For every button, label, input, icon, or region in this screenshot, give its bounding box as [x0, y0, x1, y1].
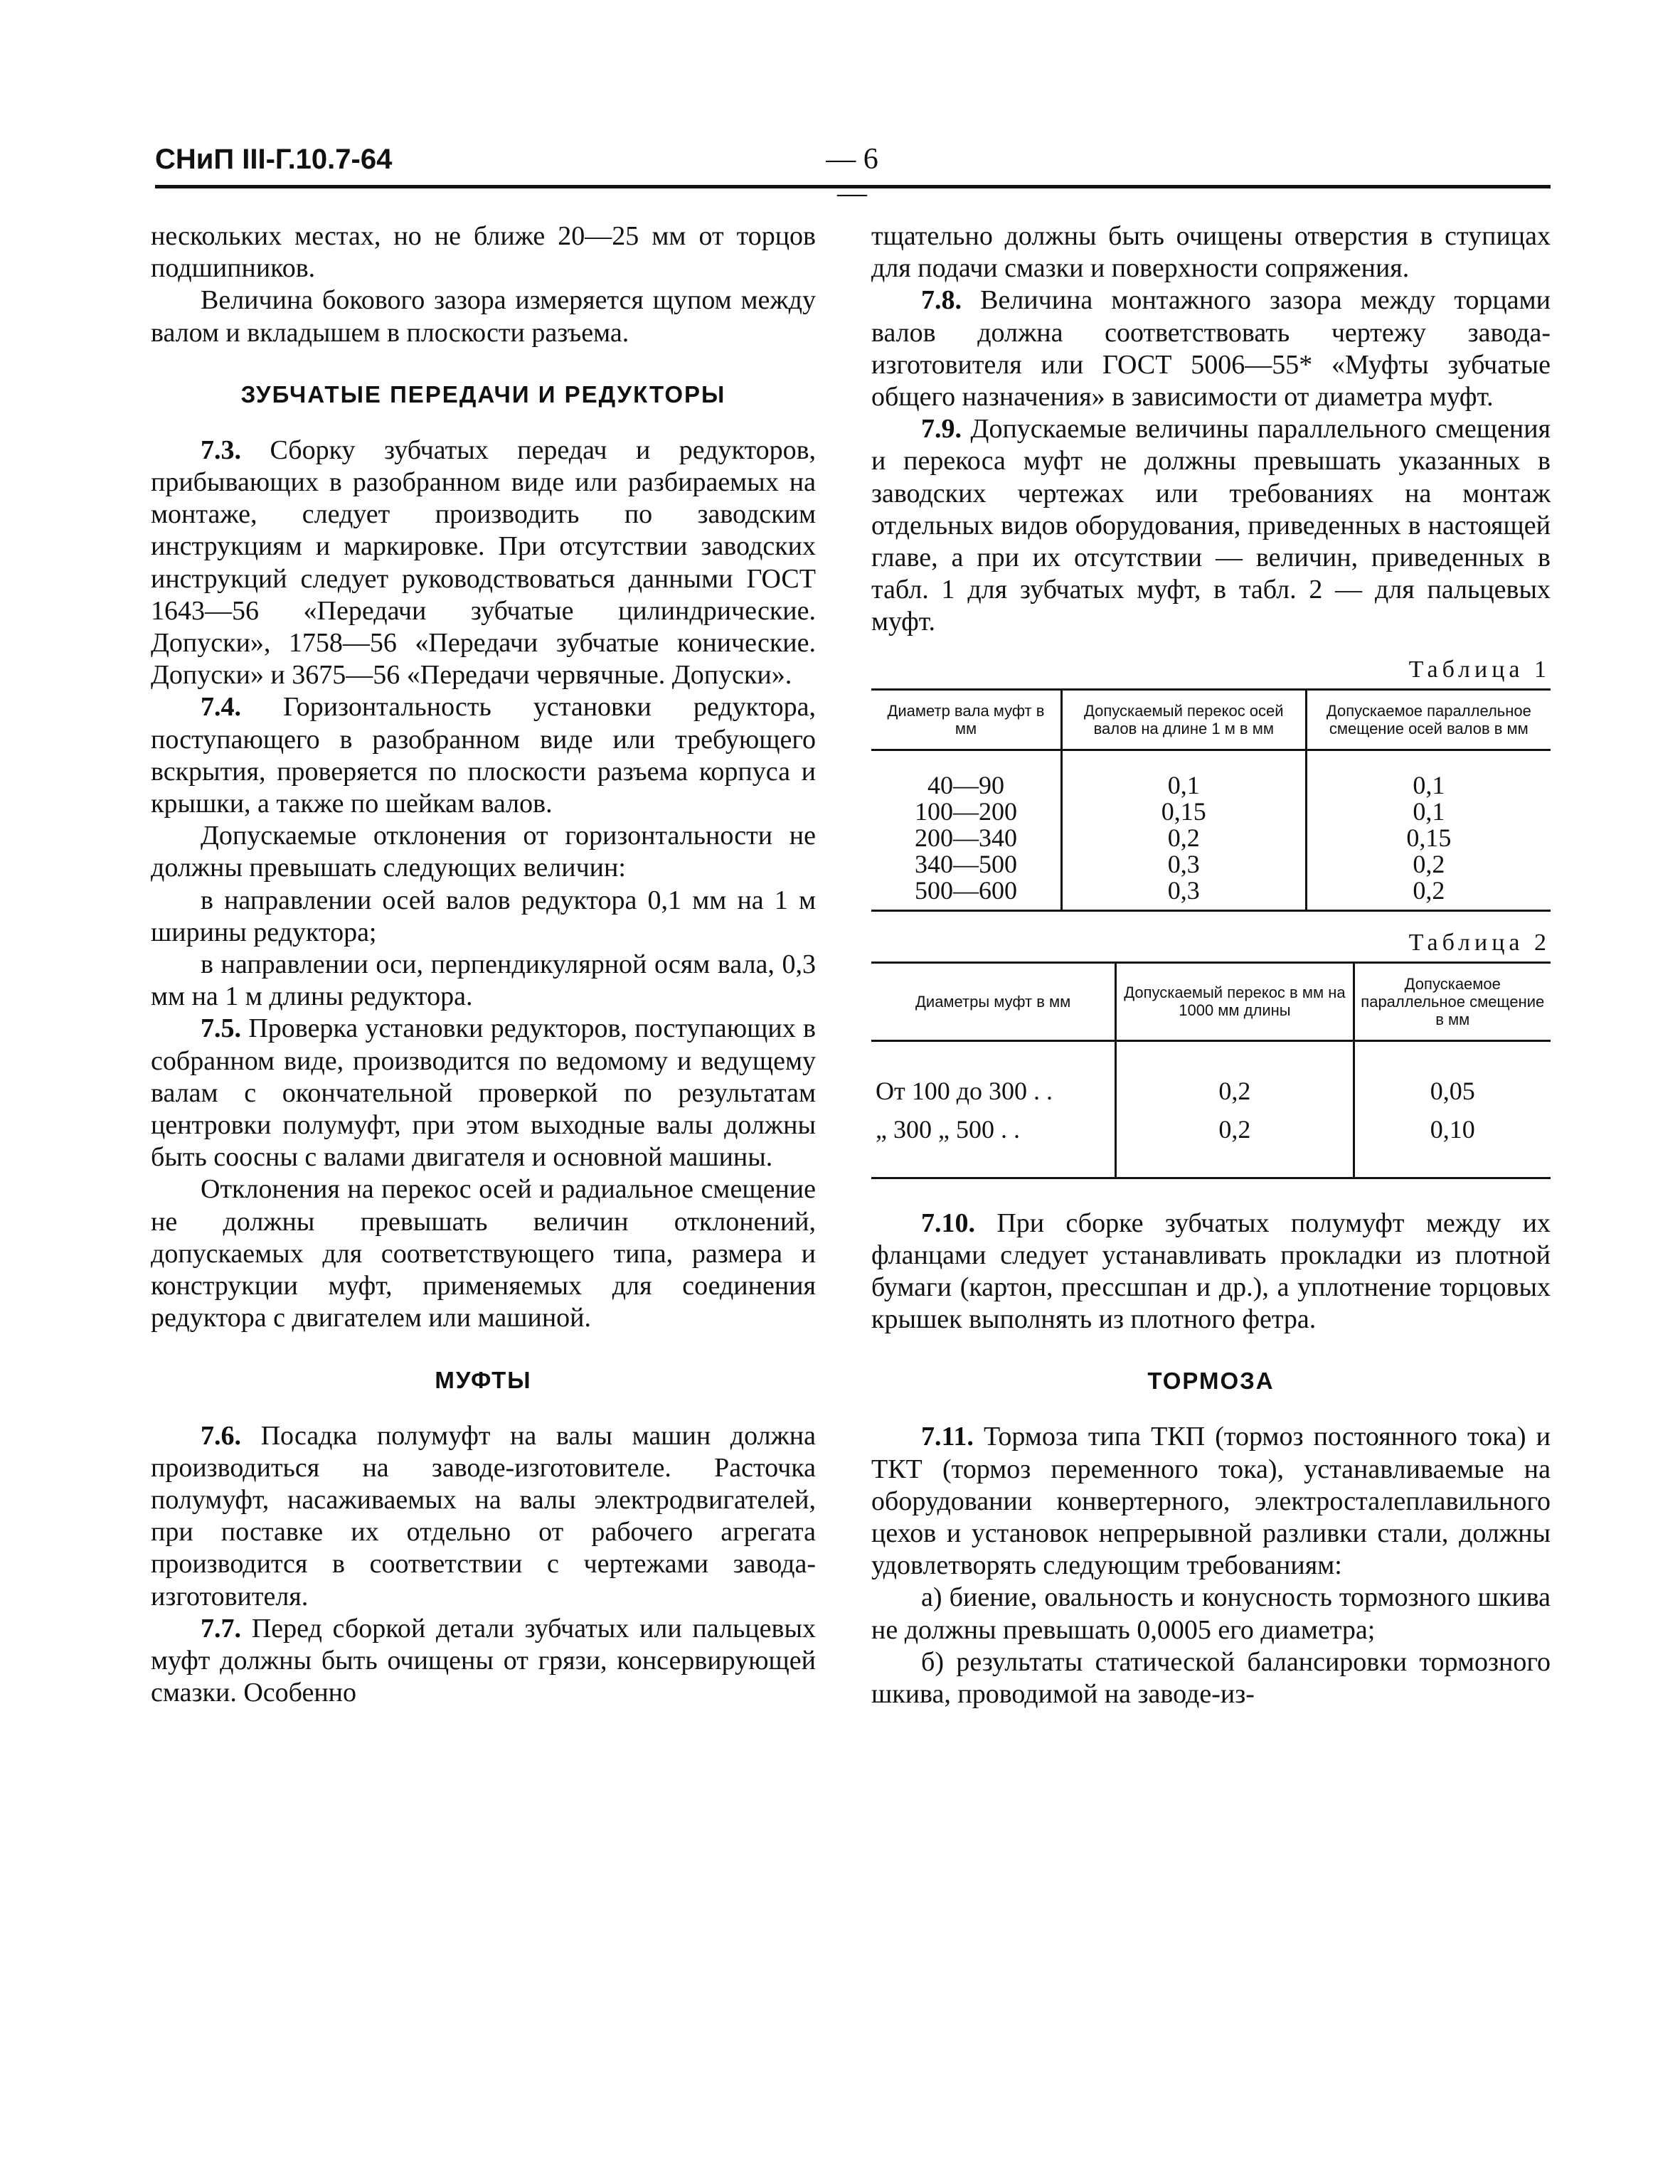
table-row: [871, 750, 1551, 799]
document-code: СНиП III-Г.10.7-64: [155, 144, 393, 175]
table-cell: 0,15: [1061, 799, 1306, 825]
clause-number: 7.3.: [201, 435, 241, 465]
clause-number: 7.8.: [921, 285, 962, 316]
paragraph: в направлении осей валов редуктора 0,1 мм на 1 м ширины редуктора;: [151, 885, 816, 947]
clause-text: Перед сборкой детали зубчатых или пальцевых муфт должны быть очищены от грязи, консервирующей смазки. Особенно: [151, 1613, 817, 1708]
table-cell: От 100 до 300 . .: [876, 1076, 1053, 1105]
table-header-row: [871, 689, 1551, 750]
table-1: [871, 688, 1551, 912]
table-row: [871, 1110, 1551, 1178]
table-cell: 0,3: [1061, 851, 1306, 878]
table-row: [871, 825, 1551, 851]
left-column: [151, 220, 816, 2141]
clause-text: При сборке зубчатых полумуфт между их фланцами следует устанавливать прокладки из плотной бумаги (картон, прессшпан и др.), а уплотнение торцовых крышек выполнять из плотного фетра.: [871, 1208, 1551, 1335]
clause-text: Допускаемые величины параллельного смещения и перекоса муфт не должны превышать указанных в заводских чертежах или требованиях на монтаж отдельных видов оборудования, приведенных в настоящей главе, а при их отсутствии — величин, приведенных в табл. 1 для зубчатых муфт, в табл. 2 — для пальцевых муфт.: [871, 414, 1551, 637]
paragraph: нескольких местах, но не ближе 20—25 мм от торцов подшипников.: [151, 221, 816, 284]
table-row: [871, 799, 1551, 825]
clause-7-11: [871, 1421, 1551, 1582]
paragraph: тщательно должны быть очищены отверстия в ступицах для подачи смазки и поверхности сопряжения.: [871, 221, 1551, 284]
table-cell: 340—500: [914, 849, 1017, 878]
clause-7-10: [871, 1208, 1551, 1336]
table-cell: „ 300 „ 500 . .: [876, 1114, 1020, 1144]
column-header: Допускаемое параллельное смещение осей валов в мм: [1306, 689, 1551, 750]
clause-7-6: [151, 1420, 816, 1613]
clause-number: 7.10.: [921, 1208, 975, 1238]
table-cell: 0,05: [1354, 1040, 1551, 1110]
table-cell: 500—600: [914, 875, 1017, 905]
column-header: Допускаемый перекос осей валов на длине 1 м в мм: [1061, 689, 1306, 750]
clause-7-5: [151, 1013, 816, 1173]
section-heading: МУФТЫ: [435, 1366, 532, 1393]
clause-7-3: [151, 435, 816, 692]
table-cell: 100—200: [914, 797, 1017, 826]
section-heading: ТОРМОЗА: [1147, 1368, 1275, 1395]
table-cell: 40—90: [927, 770, 1004, 799]
clause-7-8: [871, 284, 1551, 413]
paragraph: Величина бокового зазора измеряется щупом между валом и вкладышем в плоскости разъема.: [151, 285, 816, 348]
table-cell: 0,2: [1116, 1110, 1354, 1178]
column-header: Диаметр вала муфт в мм: [871, 689, 1061, 750]
column-header: Допускаемый перекос в мм на 1000 мм длины: [1116, 962, 1354, 1040]
table-2: [871, 962, 1551, 1179]
paragraph: б) результаты статической балансировки тормозного шкива, проводимой на заводе-из-: [871, 1646, 1551, 1710]
clause-number: 7.4.: [201, 692, 241, 723]
paragraph: Отклонения на перекос осей и радиальное смещение не должны превышать величин отклонений, допускаемых для соответствующего типа, размера и конструкции муфт, применяемых для соединения редуктора с двигателем или машиной.: [151, 1174, 816, 1333]
column-header: Допускаемое параллельное смещение в мм: [1354, 962, 1551, 1040]
table-row: [871, 878, 1551, 911]
paragraph: а) биение, овальность и конусность тормозного шкива не должны превышать 0,0005 его диаметра;: [871, 1582, 1551, 1645]
clause-number: 7.6.: [201, 1420, 241, 1451]
table-cell: 0,2: [1116, 1040, 1354, 1110]
table-1-caption: Таблица 1: [1408, 656, 1551, 683]
table-header-row: [871, 962, 1551, 1040]
clause-number: 7.5.: [201, 1013, 241, 1044]
section-heading: ЗУБЧАТЫЕ ПЕРЕДАЧИ И РЕДУКТОРЫ: [240, 380, 726, 407]
paragraph: в направлении оси, перпендикулярной осям вала, 0,3 мм на 1 м длины редуктора.: [151, 949, 816, 1012]
table-cell: 0,15: [1306, 825, 1551, 851]
clause-number: 7.7.: [201, 1613, 241, 1644]
clause-7-4: [151, 691, 816, 820]
table-2-caption: Таблица 2: [1408, 929, 1551, 956]
page-number: — 6 —: [826, 143, 878, 210]
clause-7-7: [151, 1613, 816, 1710]
clause-text: Величина монтажного зазора между торцами валов должна соответствовать чертежу завода-изготовителя или ГОСТ 5006—55* «Муфты зубчатые общего назначения» в зависимости от диаметра муфт.: [871, 285, 1551, 412]
clause-text: Проверка установки редукторов, поступающих в собранном виде, производится по ведомому и ведущему валам с окончательной проверкой по результатам центровки полумуфт, при этом выходные валы должны быть соосны с валами двигателя и основной машины.: [151, 1013, 816, 1173]
clause-7-9: [871, 413, 1551, 638]
right-column: [871, 220, 1551, 2141]
table-cell: 0,1: [1306, 799, 1551, 825]
clause-text: Горизонтальность установки редуктора, поступающего в разобранном виде или требующего вскрытия, проверяется по плоскости разъема корпуса и крышки, а также по шейкам валов.: [151, 692, 817, 819]
page-header: [155, 142, 1551, 210]
clause-text: Сборку зубчатых передач и редукторов, прибывающих в разобранном виде или разбираемых на монтаже, следует производить по заводским инструкциям и маркировке. При отсутствии заводских инструкций следует руководствоваться данными ГОСТ 1643—56 «Передачи зубчатые цилиндрические. Допуски», 1758—56 «Передачи зубчатые конические. Допуски» и 3675—56 «Передачи червячные. Допуски».: [151, 435, 817, 691]
table-cell: 0,1: [1061, 750, 1306, 799]
column-header: Диаметры муфт в мм: [871, 962, 1116, 1040]
table-cell: 0,2: [1306, 851, 1551, 878]
table-cell: 0,3: [1061, 878, 1306, 911]
table-cell: 200—340: [914, 823, 1017, 852]
table-cell: 0,2: [1061, 825, 1306, 851]
clause-number: 7.9.: [921, 414, 962, 444]
clause-text: Посадка полумуфт на валы машин должна производиться на заводе-изготовителе. Расточка полумуфт, насаживаемых на валы электродвигателей, при поставке их отдельно от рабочего агрегата производится в соответствии с чертежами завода-изготовителя.: [151, 1420, 816, 1612]
clause-text: Тормоза типа ТКП (тормоз постоянного тока) и ТКТ (тормоз переменного тока), устанавливаемые на оборудовании конвертерного, электросталеплавильного цехов и установок непрерывной разливки стали, должны удовлетворять следующим требованиям:: [871, 1422, 1551, 1581]
clause-number: 7.11.: [921, 1422, 974, 1452]
paragraph: Допускаемые отклонения от горизонтальности не должны превышать следующих величин:: [151, 821, 816, 883]
table-row: [871, 851, 1551, 878]
table-cell: 0,2: [1306, 878, 1551, 911]
table-row: [871, 1040, 1551, 1110]
table-cell: 0,10: [1354, 1110, 1551, 1178]
table-cell: 0,1: [1306, 750, 1551, 799]
